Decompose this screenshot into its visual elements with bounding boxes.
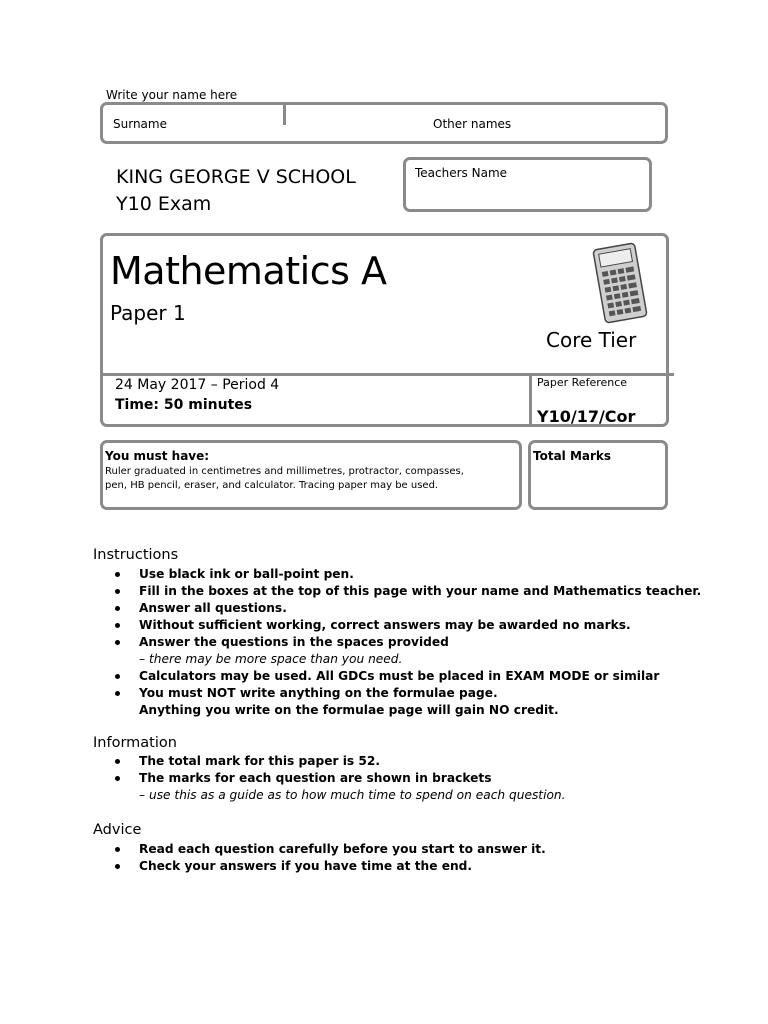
list-item-subtext: – there may be more space than you need.: [139, 652, 403, 666]
tier-label: Core Tier: [546, 328, 637, 352]
advice-list: [112, 841, 732, 875]
you-must-have-box: [100, 440, 522, 510]
list-item: You must NOT write anything on the formulae page. Anything you write on the formulae page will gain NO credit.: [112, 685, 732, 719]
you-must-have-title: You must have:: [105, 449, 210, 463]
list-item: The marks for each question are shown in brackets – use this as a guide as to how much time to spend on each question.: [112, 770, 732, 804]
surname-field[interactable]: [117, 135, 287, 143]
information-list: [112, 753, 732, 804]
requirements-line-2: pen, HB pencil, eraser, and calculator. Tracing paper may be used.: [105, 480, 439, 491]
bullet-icon: [115, 623, 120, 628]
teachers-name-label: Teachers Name: [415, 166, 508, 180]
bullet-icon: [115, 606, 120, 611]
name-box: [100, 102, 668, 144]
bullet-icon: [115, 847, 120, 852]
paper-ref-divider: [529, 373, 532, 427]
instructions-title: Instructions: [93, 547, 179, 563]
paper-reference-code: Y10/17/Cor: [537, 407, 636, 426]
list-item: Fill in the boxes at the top of this page with your name and Mathematics teacher.: [112, 583, 732, 600]
bullet-icon: [115, 864, 120, 869]
list-item-subtext: Anything you write on the formulae page will gain NO credit.: [139, 703, 559, 717]
requirements-line-1: Ruler graduated in centimetres and millimetres, protractor, compasses,: [105, 466, 464, 477]
list-item: Without sufficient working, correct answers may be awarded no marks.: [112, 617, 732, 634]
exam-name: Y10 Exam: [116, 193, 212, 215]
school-name: KING GEORGE V SCHOOL: [116, 166, 356, 188]
bullet-icon: [115, 691, 120, 696]
bullet-icon: [115, 759, 120, 764]
other-names-label: Other names: [433, 117, 512, 131]
name-box-divider: [283, 102, 286, 125]
surname-label: Surname: [113, 117, 167, 131]
paper-number: Paper 1: [110, 301, 186, 325]
other-names-field[interactable]: [433, 135, 653, 143]
list-item-subtext: – use this as a guide as to how much time to spend on each question.: [139, 788, 566, 802]
bullet-icon: [115, 674, 120, 679]
list-item: Check your answers if you have time at the end.: [112, 858, 732, 875]
paper-box: [100, 233, 669, 427]
bullet-icon: [115, 572, 120, 577]
instructions-list: [112, 566, 732, 719]
bullet-icon: [115, 589, 120, 594]
list-item: Answer all questions.: [112, 600, 732, 617]
exam-time: Time: 50 minutes: [115, 397, 253, 413]
bullet-icon: [115, 640, 120, 645]
list-item: Read each question carefully before you start to answer it.: [112, 841, 732, 858]
calculator-icon: [585, 242, 655, 324]
subject-title: Mathematics A: [110, 249, 387, 293]
advice-title: Advice: [93, 822, 142, 838]
list-item: Use black ink or ball-point pen.: [112, 566, 732, 583]
paper-reference-label: Paper Reference: [537, 376, 628, 389]
list-item: Calculators may be used. All GDCs must be placed in EXAM MODE or similar: [112, 668, 732, 685]
list-item: The total mark for this paper is 52.: [112, 753, 732, 770]
exam-date: 24 May 2017 – Period 4: [115, 377, 280, 393]
write-name-label: Write your name here: [106, 88, 238, 102]
list-item: Answer the questions in the spaces provided – there may be more space than you need.: [112, 634, 732, 668]
bullet-icon: [115, 776, 120, 781]
total-marks-label: Total Marks: [533, 449, 612, 463]
information-title: Information: [93, 735, 177, 751]
total-marks-box[interactable]: [528, 440, 668, 510]
teachers-name-box[interactable]: [403, 157, 652, 212]
